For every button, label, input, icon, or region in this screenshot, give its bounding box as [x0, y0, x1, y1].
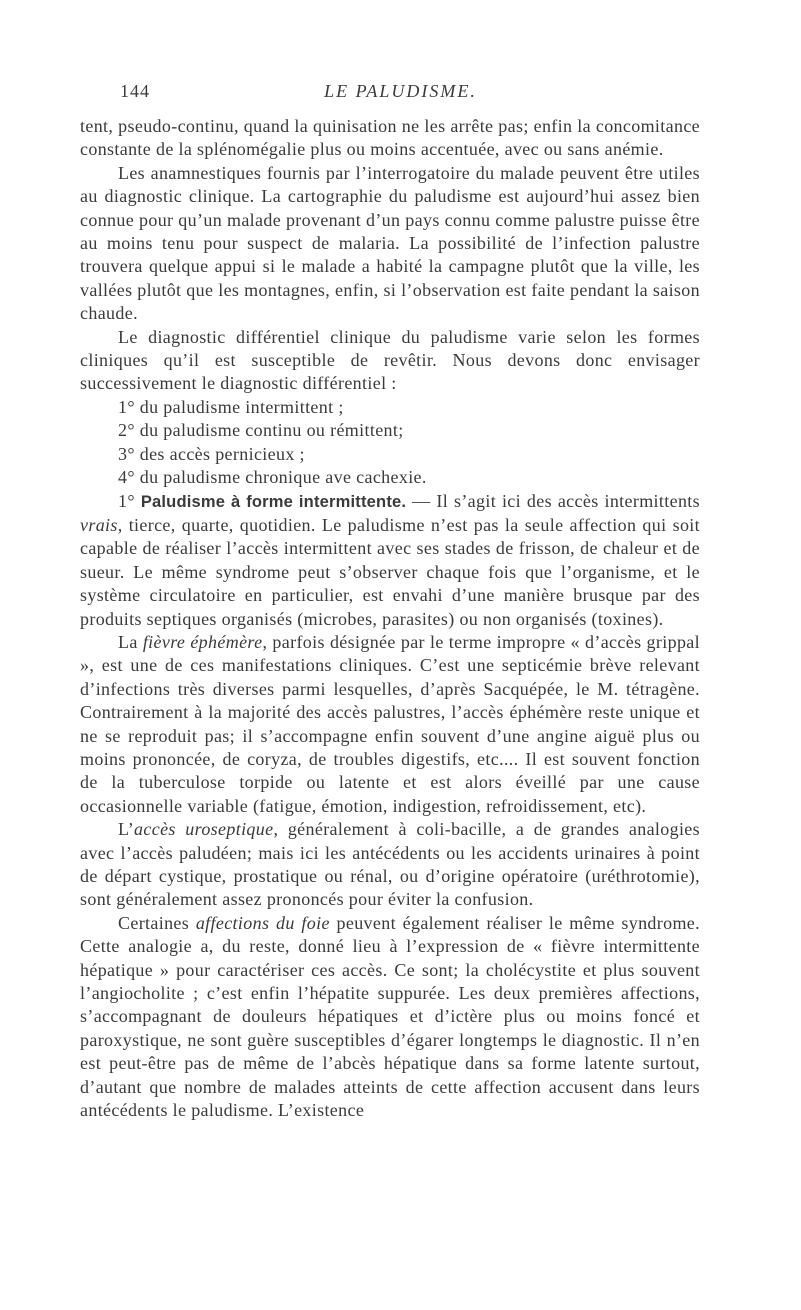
paragraph: tent, pseudo-continu, quand la quinisation ne les arrête pas; enfin la concomitance constante de la splénomégalie plus ou moins accentuée, avec ou sans anémie. — [80, 116, 700, 160]
running-title: LE PALUDISME. — [324, 81, 477, 101]
paragraph — [80, 631, 700, 818]
list-item: 2° du paludisme continu ou rémittent; — [118, 420, 404, 441]
italic-term: affections du foie — [195, 912, 330, 933]
italic-term: fièvre éphémère — [142, 631, 263, 652]
paragraph — [80, 912, 700, 1123]
text-run: , parfois désignée par le terme impropre « d’accès grippal », est une de ces manifestations cliniques. C’est une septicémie brève relevant d’infections très diverses parmi lesquelles, d’après Sacquépée, le M. tétragène. Contrairement à la majorité des accès palustres, l’accès éphémère reste unique et ne se reproduit pas; il s’accompagne enfin souvent d’une angine aiguë plus ou moins prononcée, de coryza, de troubles digestifs, etc.... Il est souvent fonction de la tuberculose torpide ou latente et est alors éveillé par une cause occasionnelle variable (fatigue, émotion, indigestion, refroidissement, etc). — [80, 631, 700, 816]
page-header — [0, 81, 801, 107]
body-text — [80, 115, 700, 1122]
text-run: peuvent également réaliser le même syndrome. Cette analogie a, du reste, donné lieu à l’expression de « fièvre intermittente hépatique » pour caractériser ces accès. Ce sont; la cholécystite et plus souvent l’angiocholite ; c’est enfin l’hépatite suppurée. Les deux premières affections, s’accompagnant de douleurs hépatiques et d’ictère plus ou moins foncé et paroxystique, ne sont guère susceptibles d’égarer longtemps le diagnostic. Il n’en est peut-être pas de même de l’abcès hépatique dans sa forme latente surtout, d’autant que nombre de malades atteints de cette affection accusent dans leurs antécédents le paludisme. L’existence — [80, 912, 700, 1121]
text-run: La — [118, 631, 143, 652]
section-paragraph — [80, 490, 700, 631]
italic-term: vrais — [80, 514, 118, 535]
paragraph: Le diagnostic différentiel clinique du paludisme varie selon les formes cliniques qu’il est susceptible de revêtir. Nous devons donc envisager successivement le diagnostic différentiel : — [80, 326, 700, 394]
list-item: 3° des accès pernicieux ; — [118, 443, 305, 464]
section-heading: Paludisme à forme intermittente. — [140, 492, 407, 511]
italic-term: accès uroseptique — [134, 819, 274, 840]
section-number: 1° — [118, 490, 135, 511]
paragraph — [80, 818, 700, 912]
page-number: 144 — [120, 81, 150, 101]
text-run: Certaines — [118, 912, 196, 933]
list-item: 4° du paludisme chronique ave cachexie. — [118, 467, 427, 488]
text-run: L’ — [118, 819, 135, 840]
text-run: , tierce, quarte, quotidien. Le paludisme n’est pas la seule affection qui soit capable de réaliser l’accès intermittent avec ses stades de frisson, de chaleur et de sueur. Le même syndrome peut s’observer chaque fois que l’organisme, et le système circulatoire en particulier, est envahi d’une manière brusque par des produits septiques organisés (microbes, parasites) ou non organisés (toxines). — [80, 514, 700, 629]
paragraph: Les anamnestiques fournis par l’interrogatoire du malade peuvent être utiles au diagnostic clinique. La cartographie du paludisme est aujourd’hui assez bien connue pour qu’un malade provenant d’un pays connu comme palustre puisse être au moins tenu pour suspect de malaria. La possibilité de l’infection palustre trouvera quelque appui si le malade a habité la campagne plutôt que la ville, les vallées plutôt que les montagnes, enfin, si l’observation est faite pendant la saison chaude. — [80, 162, 700, 324]
text-run: — Il s’agit ici des accès intermittents — [406, 490, 700, 511]
list-item: 1° du paludisme intermittent ; — [118, 396, 344, 417]
text-run: , généralement à coli-bacille, a de grandes analogies avec l’accès paludéen; mais ici les antécédents ou les accidents urinaires à point de départ cystique, prostatique ou rénal, ou d’origine opératoire (uréthrotomie), sont généralement assez prononcés pour éviter la confusion. — [80, 819, 700, 910]
